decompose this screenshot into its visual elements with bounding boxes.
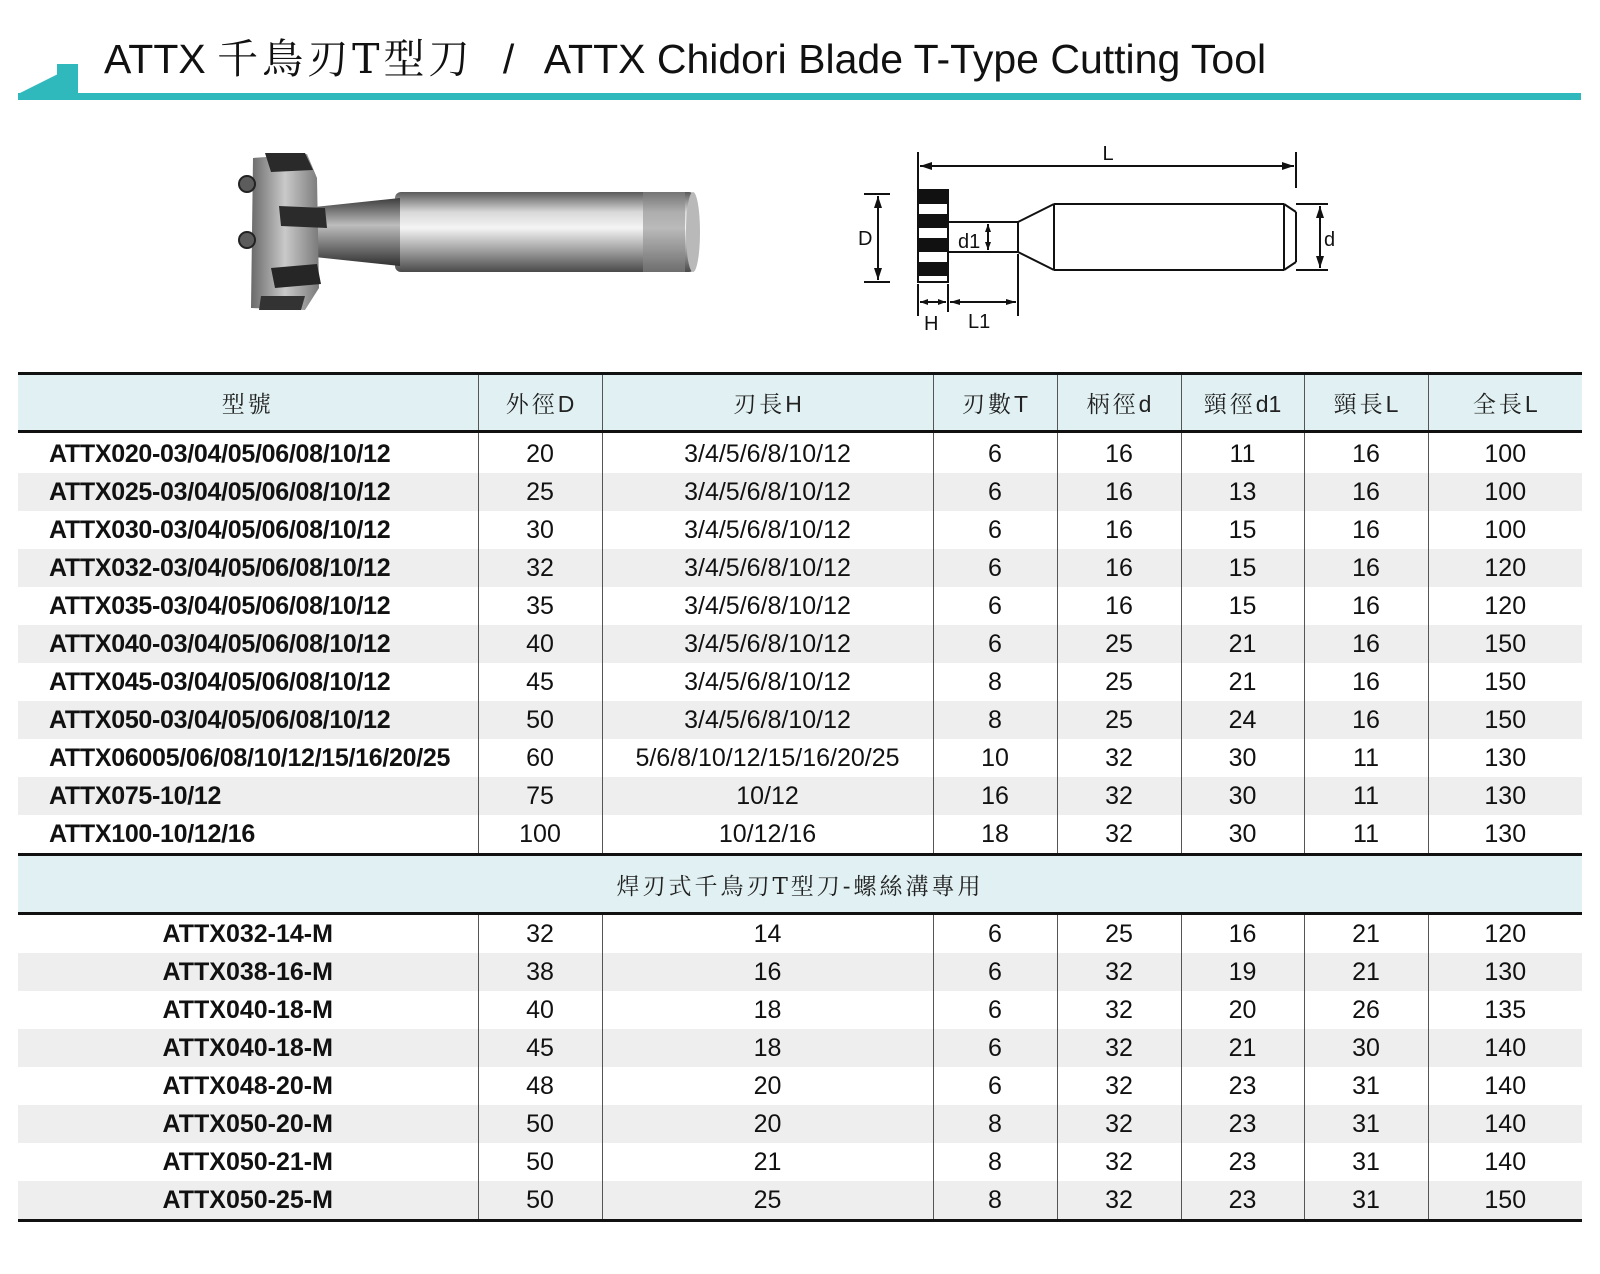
drawing-label-d: d [1324,229,1336,251]
column-header-en: d [1138,391,1152,417]
photo-tooth [279,206,327,228]
value-cell: 23 [1181,1143,1304,1181]
value-cell: 16 [1304,663,1428,701]
value-cell: 15 [1181,549,1304,587]
value-cell: 3/4/5/6/8/10/12 [602,663,933,701]
photo-tooth [259,296,305,310]
column-header [933,374,1057,432]
value-cell: 130 [1428,777,1582,815]
value-cell: 21 [1181,663,1304,701]
value-cell: 3/4/5/6/8/10/12 [602,473,933,511]
value-cell: 6 [933,625,1057,663]
value-cell: 50 [478,1181,602,1221]
value-cell: 150 [1428,625,1582,663]
value-cell: 25 [1057,701,1181,739]
drawing-tooth [918,238,948,252]
model-cell: ATTX050-25-M [18,1181,478,1221]
table-row [18,991,1582,1029]
model-cell: ATTX025-03/04/05/06/08/10/12 [18,473,478,511]
value-cell: 11 [1181,432,1304,474]
value-cell: 31 [1304,1181,1428,1221]
column-header-zh: 外徑 [505,392,558,418]
column-header-zh: 刃數 [961,392,1014,418]
value-cell: 21 [1181,1029,1304,1067]
photo-shank-band [643,192,685,272]
title-prefix: ATTX [104,36,206,82]
value-cell: 14 [602,914,933,954]
model-cell: ATTX050-21-M [162,1147,333,1176]
value-cell: 25 [478,473,602,511]
title-separator: / [502,36,515,82]
model-cell: ATTX032-14-M [162,919,333,948]
column-header [478,374,602,432]
model-cell: ATTX048-20-M [162,1071,333,1100]
model-cell: ATTX040-18-M [162,995,333,1024]
value-cell: 48 [478,1067,602,1105]
value-cell: 5/6/8/10/12/15/16/20/25 [602,739,933,777]
value-cell: 8 [933,1143,1057,1181]
value-cell: 40 [478,991,602,1029]
table-row [18,1029,1582,1067]
table-row [18,953,1582,991]
value-cell: 100 [1428,432,1582,474]
value-cell: 18 [933,815,1057,855]
value-cell: 6 [933,549,1057,587]
value-cell: 16 [1304,511,1428,549]
column-header [1057,374,1181,432]
value-cell: 25 [1057,663,1181,701]
value-cell: 6 [933,587,1057,625]
value-cell: 50 [478,1143,602,1181]
value-cell: 6 [933,991,1057,1029]
value-cell: 50 [478,1105,602,1143]
header-accent-rule [18,93,1581,100]
value-cell: 32 [1057,739,1181,777]
value-cell: 45 [478,663,602,701]
value-cell: 8 [933,701,1057,739]
value-cell: 16 [1304,701,1428,739]
table-group-standard [18,432,1582,855]
table-row [18,432,1582,474]
column-header-zh: 全長 [1472,392,1525,418]
value-cell: 6 [933,511,1057,549]
value-cell: 32 [478,549,602,587]
value-cell: 30 [1181,815,1304,855]
value-cell: 20 [602,1067,933,1105]
model-cell: ATTX050-20-M [18,1105,478,1143]
value-cell: 18 [602,991,933,1029]
value-cell: 16 [1304,549,1428,587]
value-cell: 32 [1057,1029,1181,1067]
column-header [18,374,478,432]
value-cell: 31 [1304,1143,1428,1181]
table-row [18,1181,1582,1221]
table-row [18,739,1582,777]
value-cell: 16 [1057,432,1181,474]
value-cell: 130 [1428,815,1582,855]
column-header-en: H [785,391,802,417]
value-cell: 50 [478,701,602,739]
section-title-row [18,855,1582,914]
value-cell: 150 [1428,663,1582,701]
value-cell: 25 [602,1181,933,1221]
value-cell: 32 [1057,1181,1181,1221]
title-english: ATTX Chidori Blade T-Type Cutting Tool [543,36,1267,82]
value-cell: 140 [1428,1029,1582,1067]
value-cell: 21 [602,1143,933,1181]
drawing-tooth [918,190,948,204]
value-cell: 100 [1428,511,1582,549]
value-cell: 16 [1057,473,1181,511]
value-cell: 100 [1428,473,1582,511]
value-cell: 30 [1304,1029,1428,1067]
column-header-zh: 柄徑 [1086,392,1139,418]
value-cell: 8 [933,1181,1057,1221]
value-cell: 30 [1181,777,1304,815]
column-header-en: L [1385,391,1399,417]
table-row [18,1143,1582,1181]
title-chinese: 千鳥刃T型刀 [217,35,474,83]
value-cell: 16 [1304,625,1428,663]
value-cell: 19 [1181,953,1304,991]
drawing-label-d1: d1 [958,231,981,253]
value-cell: 32 [478,914,602,954]
value-cell: 35 [478,587,602,625]
value-cell: 6 [933,914,1057,954]
table-header-row [18,374,1582,432]
table-row [18,1067,1582,1105]
spec-table [18,372,1582,1222]
technical-drawing [858,140,1378,340]
column-header [602,374,933,432]
value-cell: 11 [1304,777,1428,815]
value-cell: 23 [1181,1181,1304,1221]
model-cell: ATTX06005/06/08/10/12/15/16/20/25 [49,743,451,772]
value-cell: 16 [1304,587,1428,625]
value-cell: 75 [478,777,602,815]
column-header-en: D [557,391,575,417]
value-cell: 16 [1057,511,1181,549]
table-row [18,1105,1582,1143]
value-cell: 15 [1181,587,1304,625]
value-cell: 40 [478,625,602,663]
table-row [18,815,1582,855]
value-cell: 16 [602,953,933,991]
value-cell: 23 [1181,1105,1304,1143]
value-cell: 16 [1057,549,1181,587]
drawing-label-L1: L1 [968,311,991,333]
value-cell: 30 [478,511,602,549]
value-cell: 21 [1304,914,1428,954]
model-cell: ATTX038-16-M [18,953,478,991]
table-row [18,663,1582,701]
value-cell: 130 [1428,739,1582,777]
table-row [18,777,1582,815]
model-cell: ATTX035-03/04/05/06/08/10/12 [49,591,391,620]
value-cell: 16 [1304,432,1428,474]
model-cell: ATTX040-03/04/05/06/08/10/12 [18,625,478,663]
value-cell: 120 [1428,914,1582,954]
value-cell: 18 [602,1029,933,1067]
table-row [18,511,1582,549]
value-cell: 20 [478,432,602,474]
column-header-zh: 刃長 [733,392,786,418]
value-cell: 16 [1304,473,1428,511]
value-cell: 3/4/5/6/8/10/12 [602,625,933,663]
value-cell: 32 [1057,953,1181,991]
value-cell: 6 [933,1029,1057,1067]
value-cell: 25 [1057,625,1181,663]
value-cell: 8 [933,1105,1057,1143]
value-cell: 3/4/5/6/8/10/12 [602,701,933,739]
value-cell: 60 [478,739,602,777]
photo-screw [239,232,255,248]
value-cell: 26 [1304,991,1428,1029]
value-cell: 6 [933,432,1057,474]
value-cell: 23 [1181,1067,1304,1105]
value-cell: 16 [933,777,1057,815]
value-cell: 10/12/16 [602,815,933,855]
photo-tooth [271,264,321,288]
value-cell: 32 [1057,815,1181,855]
value-cell: 20 [602,1105,933,1143]
value-cell: 3/4/5/6/8/10/12 [602,511,933,549]
value-cell: 45 [478,1029,602,1067]
value-cell: 32 [1057,1067,1181,1105]
column-header-en: T [1013,391,1029,417]
value-cell: 140 [1428,1067,1582,1105]
value-cell: 20 [1181,991,1304,1029]
table-row [18,625,1582,663]
value-cell: 25 [1057,914,1181,954]
value-cell: 120 [1428,587,1582,625]
page-header [0,0,1600,110]
value-cell: 3/4/5/6/8/10/12 [602,587,933,625]
table-row [18,587,1582,625]
value-cell: 6 [933,473,1057,511]
value-cell: 21 [1181,625,1304,663]
value-cell: 10/12 [602,777,933,815]
drawing-label-H: H [924,313,939,335]
value-cell: 31 [1304,1067,1428,1105]
model-cell: ATTX040-18-M [18,1029,478,1067]
value-cell: 6 [933,953,1057,991]
value-cell: 120 [1428,549,1582,587]
value-cell: 135 [1428,991,1582,1029]
table-group-brazed [18,855,1582,1221]
drawing-label-D: D [858,228,873,250]
model-cell: ATTX032-03/04/05/06/08/10/12 [18,549,478,587]
value-cell: 6 [933,1067,1057,1105]
value-cell: 10 [933,739,1057,777]
model-cell: ATTX050-03/04/05/06/08/10/12 [18,701,478,739]
model-cell: ATTX100-10/12/16 [18,815,478,855]
table-row [18,473,1582,511]
value-cell: 130 [1428,953,1582,991]
value-cell: 3/4/5/6/8/10/12 [602,432,933,474]
section-title: 焊刃式千鳥刃T型刀-螺絲溝專用 [18,855,1582,914]
value-cell: 16 [1057,587,1181,625]
model-cell: ATTX020-03/04/05/06/08/10/12 [49,439,391,468]
column-header [1304,374,1428,432]
page-title [104,26,1266,85]
drawing-label-L: L [1102,143,1114,165]
value-cell: 15 [1181,511,1304,549]
table-row [18,549,1582,587]
value-cell: 32 [1057,777,1181,815]
drawing-tooth [918,214,948,228]
value-cell: 13 [1181,473,1304,511]
header-accent-wedge-fill [57,64,78,94]
column-header-zh: 型號 [221,392,274,418]
value-cell: 21 [1304,953,1428,991]
table-row [18,914,1582,954]
column-header-zh: 頸徑 [1203,392,1256,418]
product-photo [235,148,715,318]
value-cell: 8 [933,663,1057,701]
value-cell: 140 [1428,1105,1582,1143]
value-cell: 11 [1304,815,1428,855]
value-cell: 100 [478,815,602,855]
model-cell: ATTX075-10/12 [18,777,478,815]
value-cell: 30 [1181,739,1304,777]
value-cell: 38 [478,953,602,991]
value-cell: 31 [1304,1105,1428,1143]
model-cell: ATTX045-03/04/05/06/08/10/12 [49,667,391,696]
value-cell: 16 [1181,914,1304,954]
value-cell: 11 [1304,739,1428,777]
value-cell: 32 [1057,991,1181,1029]
column-header [1181,374,1304,432]
value-cell: 32 [1057,1143,1181,1181]
photo-tooth [265,153,313,172]
column-header [1428,374,1582,432]
column-header-en: L [1524,391,1538,417]
value-cell: 150 [1428,701,1582,739]
photo-shank-end [686,192,700,272]
model-cell: ATTX030-03/04/05/06/08/10/12 [49,515,391,544]
value-cell: 3/4/5/6/8/10/12 [602,549,933,587]
photo-screw [239,176,255,192]
column-header-zh: 頸長 [1333,392,1386,418]
value-cell: 32 [1057,1105,1181,1143]
value-cell: 140 [1428,1143,1582,1181]
value-cell: 24 [1181,701,1304,739]
drawing-tooth [918,262,948,276]
column-header-en: d1 [1255,391,1282,417]
table-row [18,701,1582,739]
value-cell: 150 [1428,1181,1582,1221]
